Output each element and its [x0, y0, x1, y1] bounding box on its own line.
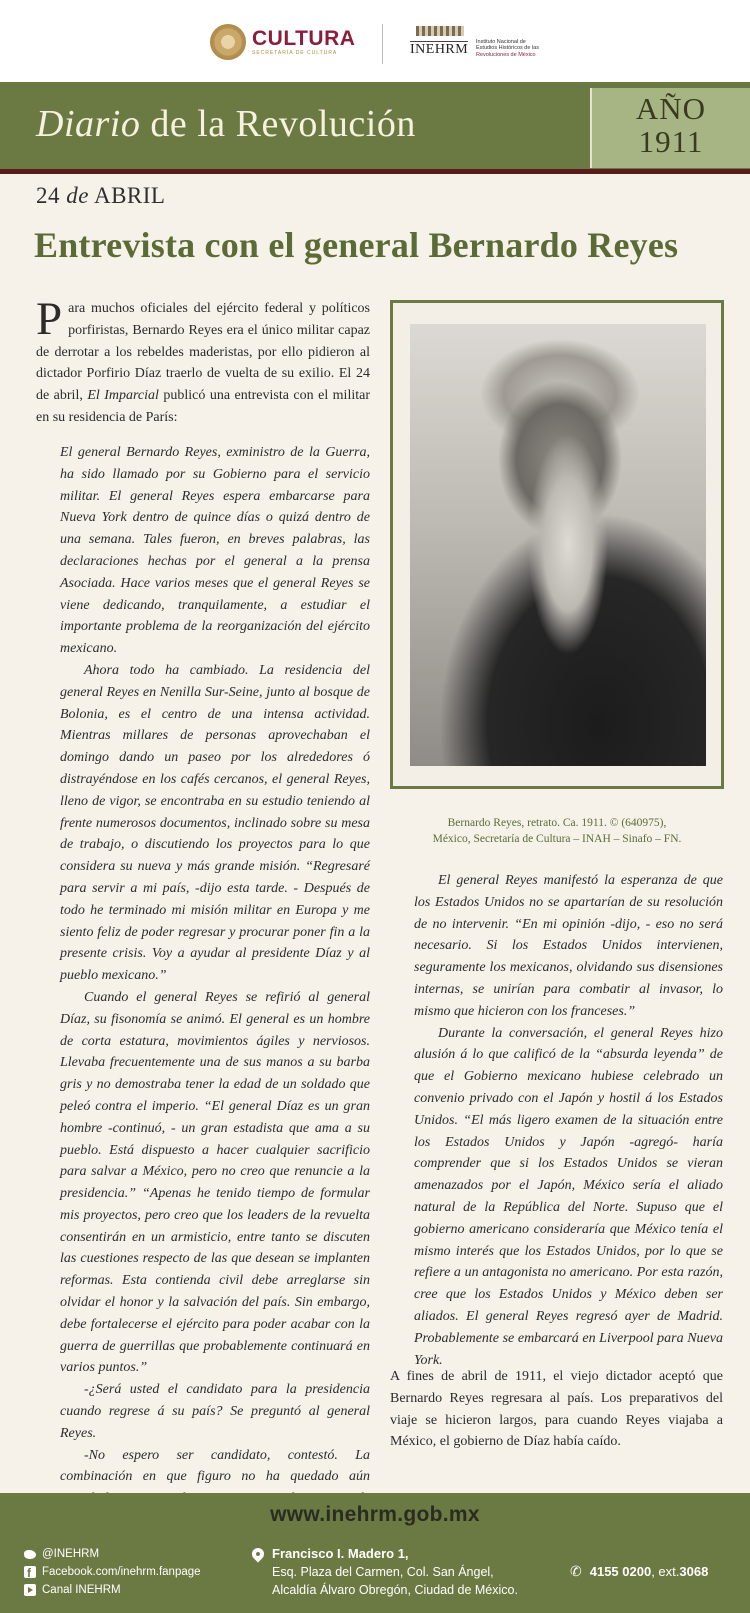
quote-paragraph: El general Bernardo Reyes, exministro de la Guerra, ha sido llamado por su Gobierno para el servicio militar. El general Reyes espera embarcarse para Nueva York dentro de quince días o quizá dentro de una semana. Tales fueron, en breves palabras, las declaraciones hechas por el general a la prensa Asociada. Hace varios meses que el general Reyes se viene dedicando, tranquilamente, a estudiar el importante problema de la reorganización del ejército mexicano. [60, 445, 370, 657]
facebook-icon [24, 1566, 36, 1578]
youtube-link[interactable]: Canal INEHRM [24, 1581, 201, 1599]
address-block [252, 1545, 518, 1599]
quote-paragraph: Durante la conversación, el general Reyes hizo alusión á lo que calificó de la “absurda leyenda” de que el Gobierno mexicano hubiese celebrado un convenio privado con el Japón y hostil á los Estados Unidos. “El más ligero examen de la situación entre los Estados Unidos y Japón -agregó- haría comprender que si los Estados Unidos se vieran amenazados por el Japón, México sería el aliado natural de la República del Norte. Supuso que el gobierno americano consideraría que México tenía el mismo interés que los Estados Unidos, por lo que se refiere a un antagonista no americano. Por esta razón, cree que los Estados Unidos y México deben ser aliados. El general Reyes regresó ayer de Madrid. Probablemente se embarcará en Liverpool para Nueva York. [414, 1025, 723, 1368]
closing-paragraph: A fines de abril de 1911, el viejo dictador aceptó que Bernardo Reyes regresara al país. Los preparativos del viaje se hicieron largos, para cuando Reyes viajaba a México, el gobierno de Díaz había caído. [390, 1369, 723, 1450]
cultura-wordmark: CULTURA [252, 27, 356, 50]
quote-paragraph: -¿Será usted el candidato para la presidencia cuando regrese á su país? Se preguntó al general Reyes. [60, 1382, 370, 1441]
inehrm-description: Instituto Nacional de Estudios Históricos de las Revoluciones de México [476, 38, 539, 58]
mexico-seal-icon [210, 24, 246, 60]
address-line: Esq. Plaza del Carmen, Col. San Ángel, [272, 1565, 494, 1579]
phone-ext: 3068 [679, 1564, 709, 1579]
twitter-link[interactable]: @INEHRM [24, 1545, 201, 1563]
cultura-subtitle: SECRETARÍA DE CULTURA [252, 50, 338, 56]
year-value: 1911 [638, 124, 704, 159]
intro-paragraph: Para muchos oficiales del ejército federal y políticos porfiristas, Bernardo Reyes era el único militar capaz de derrotar a los rebeldes maderistas, por ello pidieron al dictador Porfirio Díaz traerlo de vuelta de su exilio. El 24 de abril, El Imparcial publicó una entrevista con el militar en su residencia de París: [36, 293, 370, 425]
drop-cap: P [36, 293, 63, 345]
masthead-title: Diario de la Revolución [36, 103, 416, 145]
website-link[interactable]: www.inehrm.gob.mx [270, 1503, 480, 1526]
twitter-icon [24, 1550, 36, 1559]
year-tab [590, 88, 750, 168]
phone-icon: ✆ [570, 1563, 582, 1579]
location-pin-icon [250, 1546, 267, 1563]
logo-divider [382, 24, 383, 64]
portrait-frame [390, 300, 724, 789]
address-line: Alcaldía Álvaro Obregón, Ciudad de México. [272, 1583, 518, 1597]
phone-number: 4155 0200 [589, 1564, 652, 1579]
inehrm-logo[interactable] [410, 24, 539, 58]
newspaper-name: El Imparcial [87, 388, 159, 404]
quote-paragraph: Cuando el general Reyes se refirió al general Díaz, su fisonomía se animó. El general es un hombre de corta estatura, movimientos ágiles y nerviosos. Llevaba frecuentemente una de sus manos a su barba gris y no demostraba tener la edad de un soldado que peleó contra el imperio. “El general Díaz es un gran hombre -continuó, - un gran estadista que ama a su pueblo. Está dispuesto a hacer cualquier sacrificio para salvar a México, pero no creo que renuncie a la presidencia.” “Apenas he tenido tiempo de formular mis proyectos, pero creo que los leaders de la revuelta consentirán en un armisticio, entre tanto se discuten las cuestiones respecto de las que desean se implanten reformas. Esta contienda civil debe arreglarse sin olvidar el honor y la salvación del país. Sin embargo, debe fortalecerse el ejército para poder acabar con la guerra de guerrillas que probablemente continuará en varios puntos.” [60, 989, 370, 1376]
interview-quote-left [60, 442, 370, 1532]
top-header [0, 0, 750, 82]
bernardo-reyes-portrait [410, 324, 706, 766]
cultura-logo[interactable] [210, 22, 355, 62]
date-line: 24 de ABRIL [36, 183, 166, 208]
article-headline: Entrevista con el general Bernardo Reyes [34, 225, 679, 265]
quote-paragraph: Ahora todo ha cambiado. La residencia del general Reyes en Nenilla Sur-Seine, junto al bosque de Bolonia, es el centro de una intensa actividad. Mientras millares de personas aprovechaban el domingo dando un paseo por los alrededores ó distrayéndose en los cafés cercanos, el general Reyes, lleno de vigor, se encontraba en su estudio teniendo al frente numerosos documentos, inclinado sobre su mesa de trabajo, o discutiendo los proyectos para lo que considera su nueva y más grande misión. “Regresaré para servir a mi país, -dijo esta tarde. - Después de todo he terminado mi misión militar en Europa y me siento feliz de poder regresar y procurar poner fin a la presente crisis. Voy a ayudar al presidente Díaz y al pueblo mexicano.” [60, 662, 370, 984]
inehrm-building-icon [410, 24, 470, 58]
footer [0, 1493, 750, 1613]
phone-contact[interactable]: ✆ 4155 0200 , ext. 3068 [570, 1563, 709, 1579]
quote-paragraph: El general Reyes manifestó la esperanza de que los Estados Unidos no se apartarían de su resolución de no intervenir. “En mi opinión -dijo, - eso no será necesario. Si los Estados Unidos intervienen, seguramente los mexicanos, olvidando sus disensiones internas, se unirían para combatir al invasor, lo mismo que hicieron con los franceses.” [414, 873, 723, 1019]
social-links [24, 1545, 201, 1599]
inehrm-wordmark: INEHRM [410, 42, 469, 57]
address-street: Francisco I. Madero 1, [272, 1546, 409, 1561]
facebook-link[interactable]: f Facebook.com/inehrm.fanpage [24, 1563, 201, 1581]
photo-caption: Bernardo Reyes, retrato. Ca. 1911. © (640975), México, Secretaría de Cultura – INAH – Sinafo – FN. [432, 817, 682, 845]
interview-quote-right [414, 870, 723, 1371]
quote-paragraph: -No espero ser candidato, contestó. La combinación en que figuro no ha quedado aún [60, 1447, 370, 1485]
youtube-icon [24, 1584, 36, 1596]
year-label: AÑO [635, 91, 707, 126]
masthead-banner [0, 82, 750, 174]
